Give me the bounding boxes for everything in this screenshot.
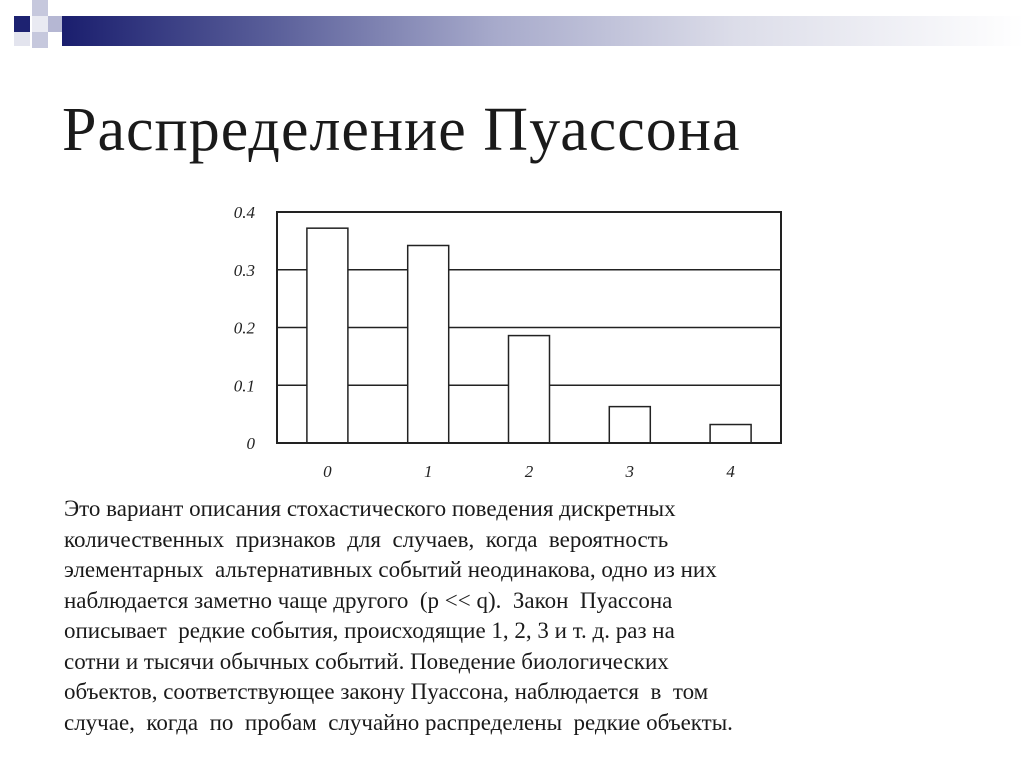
description-line: случае, когда по пробам случайно распределены редкие объекты. <box>64 709 733 735</box>
description-line: объектов, соответствующее закону Пуассона, наблюдается в том <box>64 679 709 704</box>
y-tick-label: 0.3 <box>233 260 255 280</box>
bar <box>509 336 550 443</box>
y-tick-label: 0.1 <box>233 376 255 396</box>
description-line: описывает редкие события, происходящие 1, 2, 3 и т. д. раз на <box>64 618 675 643</box>
bar <box>408 245 449 443</box>
y-tick-label: 0.2 <box>233 318 255 338</box>
bar <box>710 425 751 443</box>
description-line: Это вариант описания стохастического поведения дискретных <box>64 496 676 521</box>
decor-square <box>14 32 30 46</box>
y-tick-label: 0 <box>246 434 255 453</box>
x-tick-label: 4 <box>726 462 735 481</box>
x-tick-label: 0 <box>323 462 332 481</box>
description-line: количественных признаков для случаев, когда вероятность <box>64 526 669 552</box>
decor-square <box>14 16 30 32</box>
decor-square <box>32 32 48 48</box>
description-line: наблюдается заметно чаще другого (p << q). Закон Пуассона <box>64 587 673 613</box>
decor-square <box>48 16 62 32</box>
x-tick-label: 1 <box>423 462 433 481</box>
poisson-bar-chart <box>220 196 800 496</box>
description-line: элементарных альтернативных событий неодинакова, одно из них <box>64 557 717 582</box>
description-line: сотни и тысячи обычных событий. Поведение биологических <box>64 648 669 674</box>
decor-square <box>32 16 48 32</box>
description-text <box>64 494 964 738</box>
slide-title: Распределение Пуассона <box>62 96 741 164</box>
x-tick-label: 3 <box>625 462 635 481</box>
y-tick-label: 0.4 <box>233 203 255 222</box>
bar <box>609 407 650 443</box>
header-band <box>62 16 1024 46</box>
x-tick-label: 2 <box>524 462 534 481</box>
bar <box>307 228 348 443</box>
decor-square <box>32 0 48 16</box>
